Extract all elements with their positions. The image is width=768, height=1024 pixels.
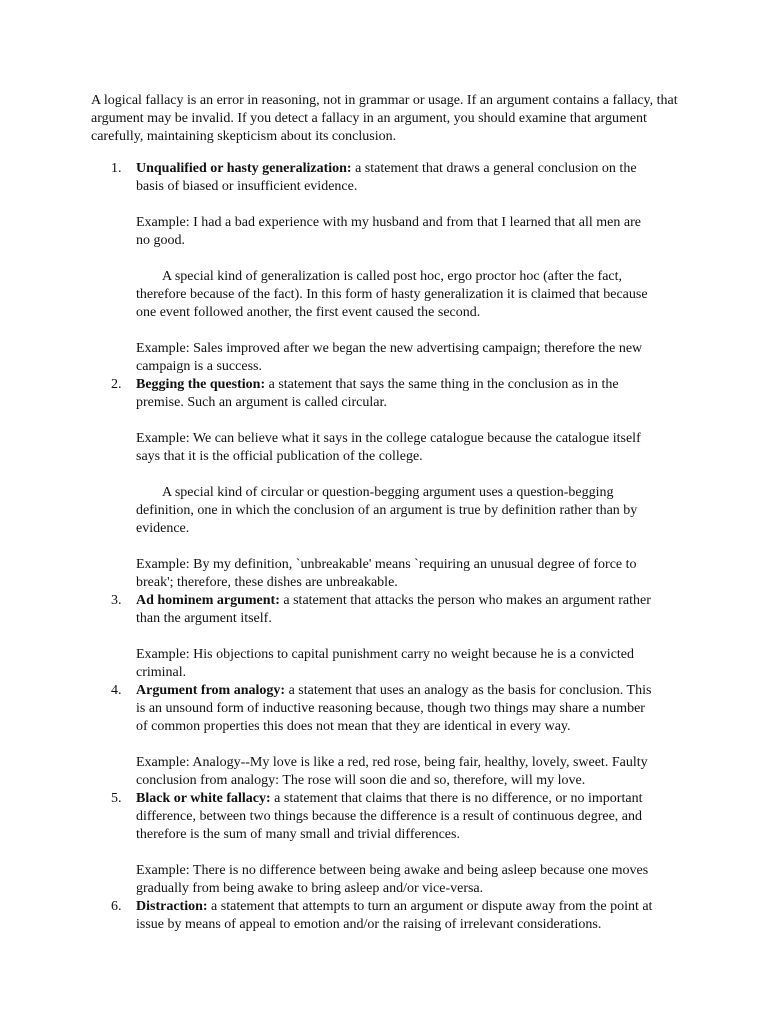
item-example: Example: Sales improved after we began the new advertising campaign; therefore the new campaign is a success. [136, 341, 643, 374]
list-item [0, 160, 656, 376]
item-special-note: A special kind of generalization is called post hoc, ergo proctor hoc (after the fact, therefore because of the fact). In this form of hasty generalization it is claimed that because one event followed another, the first event caused the second. [136, 269, 648, 320]
item-term: Argument from analogy: [136, 683, 286, 698]
list-item [0, 376, 656, 592]
item-def: a statement that draws a general conclusion on the basis of biased or insufficient evidence. [136, 161, 637, 194]
fallacy-list [0, 160, 768, 934]
item-term: Unqualified or hasty generalization: [136, 161, 352, 176]
item-example: Example: We can believe what it says in the college catalogue because the catalogue itself says that it is the official publication of the college. [136, 431, 641, 464]
item-special-note: A special kind of circular or question-begging argument uses a question-begging definition, one in which the conclusion of an argument is true by definition rather than by evidence. [136, 485, 638, 536]
item-example: Example: There is no difference between being awake and being asleep because one moves gradually from being awake to bring asleep and/or vice-versa. [136, 863, 649, 896]
item-def: a statement that attacks the person who makes an argument rather than the argument itself. [136, 593, 651, 626]
item-number: 5. [111, 791, 122, 806]
item-definition [136, 898, 656, 934]
item-definition [136, 790, 656, 844]
item-definition [136, 592, 656, 628]
item-def: a statement that says the same thing in the conclusion as in the premise. Such an argument is called circular. [136, 377, 619, 410]
list-item [0, 790, 656, 898]
item-example: Example: Analogy--My love is like a red, red rose, being fair, healthy, lovely, sweet. Faulty conclusion from analogy: The rose will soon die and so, therefore, will my love. [136, 755, 648, 788]
item-definition [136, 682, 656, 736]
item-term: Ad hominem argument: [136, 593, 280, 608]
item-definition [136, 160, 656, 196]
item-number: 4. [111, 683, 122, 698]
item-term: Black or white fallacy: [136, 791, 271, 806]
item-def: a statement that claims that there is no difference, or no important difference, between two things because the difference is a result of continuous degree, and therefore is the sum of many small and trivial differences. [136, 791, 643, 842]
item-def: a statement that uses an analogy as the basis for conclusion. This is an unsound form of inductive reasoning because, though two things may share a number of common properties this does not mean that they are identical in every way. [136, 683, 652, 734]
item-example: Example: By my definition, `unbreakable' means `requiring an unusual degree of force to break'; therefore, these dishes are unbreakable. [136, 557, 637, 590]
list-item [0, 898, 656, 934]
item-number: 2. [111, 377, 122, 392]
item-example: Example: His objections to capital punishment carry no weight because he is a convicted criminal. [136, 647, 635, 680]
item-definition [136, 376, 656, 412]
item-number: 1. [111, 161, 122, 176]
item-example: Example: I had a bad experience with my husband and from that I learned that all men are no good. [136, 215, 641, 248]
intro-paragraph: A logical fallacy is an error in reasoning, not in grammar or usage. If an argument contains a fallacy, that argument may be invalid. If you detect a fallacy in an argument, you should examine that argument carefully, maintaining skepticism about its conclusion. [91, 93, 678, 144]
list-item [0, 592, 656, 682]
item-number: 3. [111, 593, 122, 608]
item-term: Distraction: [136, 899, 208, 914]
item-def: a statement that attempts to turn an argument or dispute away from the point at issue by means of appeal to emotion and/or the raising of irrelevant considerations. [136, 899, 653, 932]
item-number: 6. [111, 899, 122, 914]
item-term: Begging the question: [136, 377, 266, 392]
list-item [0, 682, 656, 790]
